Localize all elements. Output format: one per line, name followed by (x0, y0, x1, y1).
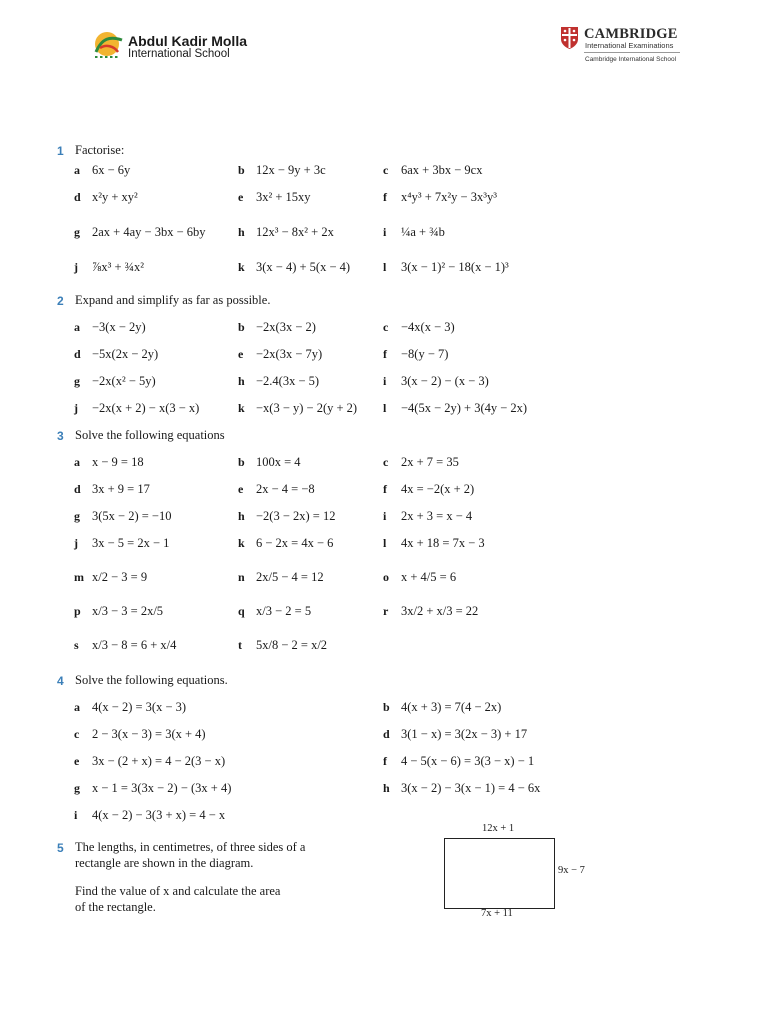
part-label: l (383, 260, 387, 274)
part-expression: 3x/2 + x/3 = 22 (401, 604, 479, 618)
part-expression: x⁴y³ + 7x²y − 3x³y³ (401, 190, 497, 204)
part-expression: 12x³ − 8x² + 2x (256, 225, 334, 239)
part-label: g (74, 509, 80, 523)
school-name: Abdul Kadir Molla (128, 33, 247, 49)
part-expression: 3(x − 2) − 3(x − 1) = 4 − 6x (401, 781, 541, 795)
part-expression: x²y + xy² (92, 190, 138, 204)
school-logo (92, 30, 126, 60)
part-label: g (74, 781, 80, 795)
part-label: q (238, 604, 245, 618)
part-label: j (74, 536, 78, 550)
part-label: h (238, 225, 245, 239)
part-label: t (238, 638, 242, 652)
part-expression: 2x + 3 = x − 4 (401, 509, 473, 523)
part-label: g (74, 225, 80, 239)
part-label: a (74, 320, 80, 334)
question-5-number: 5 (57, 841, 64, 855)
part-expression: 6x − 6y (92, 163, 131, 177)
part-label: r (383, 604, 389, 618)
part-label: a (74, 455, 80, 469)
question-5-line-2: rectangle are shown in the diagram. (75, 856, 254, 870)
part-label: h (238, 509, 245, 523)
part-expression: 4x = −2(x + 2) (401, 482, 475, 496)
part-label: a (74, 163, 80, 177)
rectangle-diagram (444, 838, 555, 909)
part-label: e (238, 190, 244, 204)
part-expression: −2.4(3x − 5) (256, 374, 320, 388)
part-label: e (74, 754, 80, 768)
part-expression: −2x(3x − 7y) (256, 347, 323, 361)
part-expression: 2x + 7 = 35 (401, 455, 459, 469)
part-expression: 6ax + 3bx − 9cx (401, 163, 483, 177)
part-label: g (74, 374, 80, 388)
part-expression: 3x − (2 + x) = 4 − 2(3 − x) (92, 754, 226, 768)
question-5-line-1: The lengths, in centimetres, of three sides of a (75, 840, 306, 854)
part-expression: 12x − 9y + 3c (256, 163, 326, 177)
part-label: n (238, 570, 245, 584)
cambridge-subtitle: International Examinations (585, 41, 674, 50)
part-expression: x/3 − 8 = 6 + x/4 (92, 638, 177, 652)
part-expression: −5x(2x − 2y) (92, 347, 159, 361)
part-expression: x − 1 = 3(3x − 2) − (3x + 4) (92, 781, 232, 795)
part-expression: x − 9 = 18 (92, 455, 144, 469)
part-label: i (383, 374, 387, 388)
question-1-title: Factorise: (75, 143, 125, 157)
part-label: f (383, 754, 387, 768)
question-4-number: 4 (57, 674, 64, 688)
part-expression: x/2 − 3 = 9 (92, 570, 148, 584)
part-label: b (238, 163, 245, 177)
part-expression: −2(3 − 2x) = 12 (256, 509, 336, 523)
part-label: l (383, 401, 387, 415)
part-expression: 3x + 9 = 17 (92, 482, 150, 496)
part-expression: 4 − 5(x − 6) = 3(3 − x) − 1 (401, 754, 535, 768)
part-expression: −2x(3x − 2) (256, 320, 316, 334)
question-3-title: Solve the following equations (75, 428, 225, 442)
part-label: d (383, 727, 390, 741)
part-expression: x/3 − 2 = 5 (256, 604, 312, 618)
part-expression: ⅞x³ + ¾x² (92, 260, 145, 274)
part-label: k (238, 260, 245, 274)
part-expression: 3(5x − 2) = −10 (92, 509, 172, 523)
part-label: f (383, 347, 387, 361)
part-label: m (74, 570, 84, 584)
part-expression: 3x² + 15xy (256, 190, 311, 204)
part-expression: 3(x − 2) − (x − 3) (401, 374, 489, 388)
school-subtitle: International School (128, 48, 230, 60)
part-expression: 6 − 2x = 4x − 6 (256, 536, 334, 550)
question-4-title: Solve the following equations. (75, 673, 228, 687)
part-label: h (383, 781, 390, 795)
part-label: i (383, 509, 387, 523)
cambridge-name: CAMBRIDGE (584, 26, 678, 42)
part-label: b (383, 700, 390, 714)
part-expression: −4(5x − 2y) + 3(4y − 2x) (401, 401, 528, 415)
part-label: d (74, 190, 81, 204)
cambridge-shield-icon (560, 26, 579, 50)
question-3-number: 3 (57, 429, 64, 443)
question-2-title: Expand and simplify as far as possible. (75, 293, 271, 307)
part-expression: ¼a + ¾b (401, 225, 445, 239)
part-expression: 4(x + 3) = 7(4 − 2x) (401, 700, 502, 714)
question-5-line-3: Find the value of x and calculate the area (75, 884, 281, 898)
part-expression: 2 − 3(x − 3) = 3(x + 4) (92, 727, 206, 741)
part-label: j (74, 260, 78, 274)
part-expression: −3(x − 2y) (92, 320, 146, 334)
part-expression: 2ax + 4ay − 3bx − 6by (92, 225, 206, 239)
part-expression: 100x = 4 (256, 455, 301, 469)
part-expression: 3(1 − x) = 3(2x − 3) + 17 (401, 727, 528, 741)
part-label: c (383, 163, 389, 177)
part-label: e (238, 347, 244, 361)
part-label: c (383, 455, 389, 469)
part-label: d (74, 347, 81, 361)
part-expression: −8(y − 7) (401, 347, 449, 361)
part-label: d (74, 482, 81, 496)
part-label: b (238, 455, 245, 469)
question-1-number: 1 (57, 144, 64, 158)
part-label: l (383, 536, 387, 550)
part-label: f (383, 482, 387, 496)
part-expression: x/3 − 3 = 2x/5 (92, 604, 164, 618)
part-expression: −2x(x + 2) − x(3 − x) (92, 401, 200, 415)
part-expression: 3(x − 1)² − 18(x − 1)³ (401, 260, 509, 274)
part-label: s (74, 638, 79, 652)
part-label: c (383, 320, 389, 334)
cambridge-divider (584, 52, 680, 53)
rectangle-top-length: 12x + 1 (482, 823, 515, 834)
part-label: j (74, 401, 78, 415)
question-2-number: 2 (57, 294, 64, 308)
part-label: p (74, 604, 81, 618)
part-label: k (238, 401, 245, 415)
part-expression: x + 4/5 = 6 (401, 570, 457, 584)
part-label: i (383, 225, 387, 239)
part-label: b (238, 320, 245, 334)
part-expression: 4(x − 2) = 3(x − 3) (92, 700, 187, 714)
part-expression: 2x/5 − 4 = 12 (256, 570, 324, 584)
part-label: h (238, 374, 245, 388)
rectangle-right-length: 9x − 7 (558, 865, 585, 876)
part-label: i (74, 808, 78, 822)
part-expression: 4x + 18 = 7x − 3 (401, 536, 485, 550)
part-expression: −2x(x² − 5y) (92, 374, 156, 388)
question-5-line-4: of the rectangle. (75, 900, 156, 914)
part-label: c (74, 727, 80, 741)
part-expression: −x(3 − y) − 2(y + 2) (256, 401, 358, 415)
cambridge-school-label: Cambridge International School (585, 56, 677, 63)
part-label: k (238, 536, 245, 550)
rectangle-bottom-length: 7x + 11 (481, 908, 513, 919)
part-expression: 3(x − 4) + 5(x − 4) (256, 260, 351, 274)
part-expression: 4(x − 2) − 3(3 + x) = 4 − x (92, 808, 226, 822)
part-expression: 5x/8 − 2 = x/2 (256, 638, 328, 652)
part-expression: 3x − 5 = 2x − 1 (92, 536, 170, 550)
part-label: a (74, 700, 80, 714)
part-expression: 2x − 4 = −8 (256, 482, 315, 496)
part-label: f (383, 190, 387, 204)
part-label: e (238, 482, 244, 496)
part-label: o (383, 570, 389, 584)
part-expression: −4x(x − 3) (401, 320, 455, 334)
